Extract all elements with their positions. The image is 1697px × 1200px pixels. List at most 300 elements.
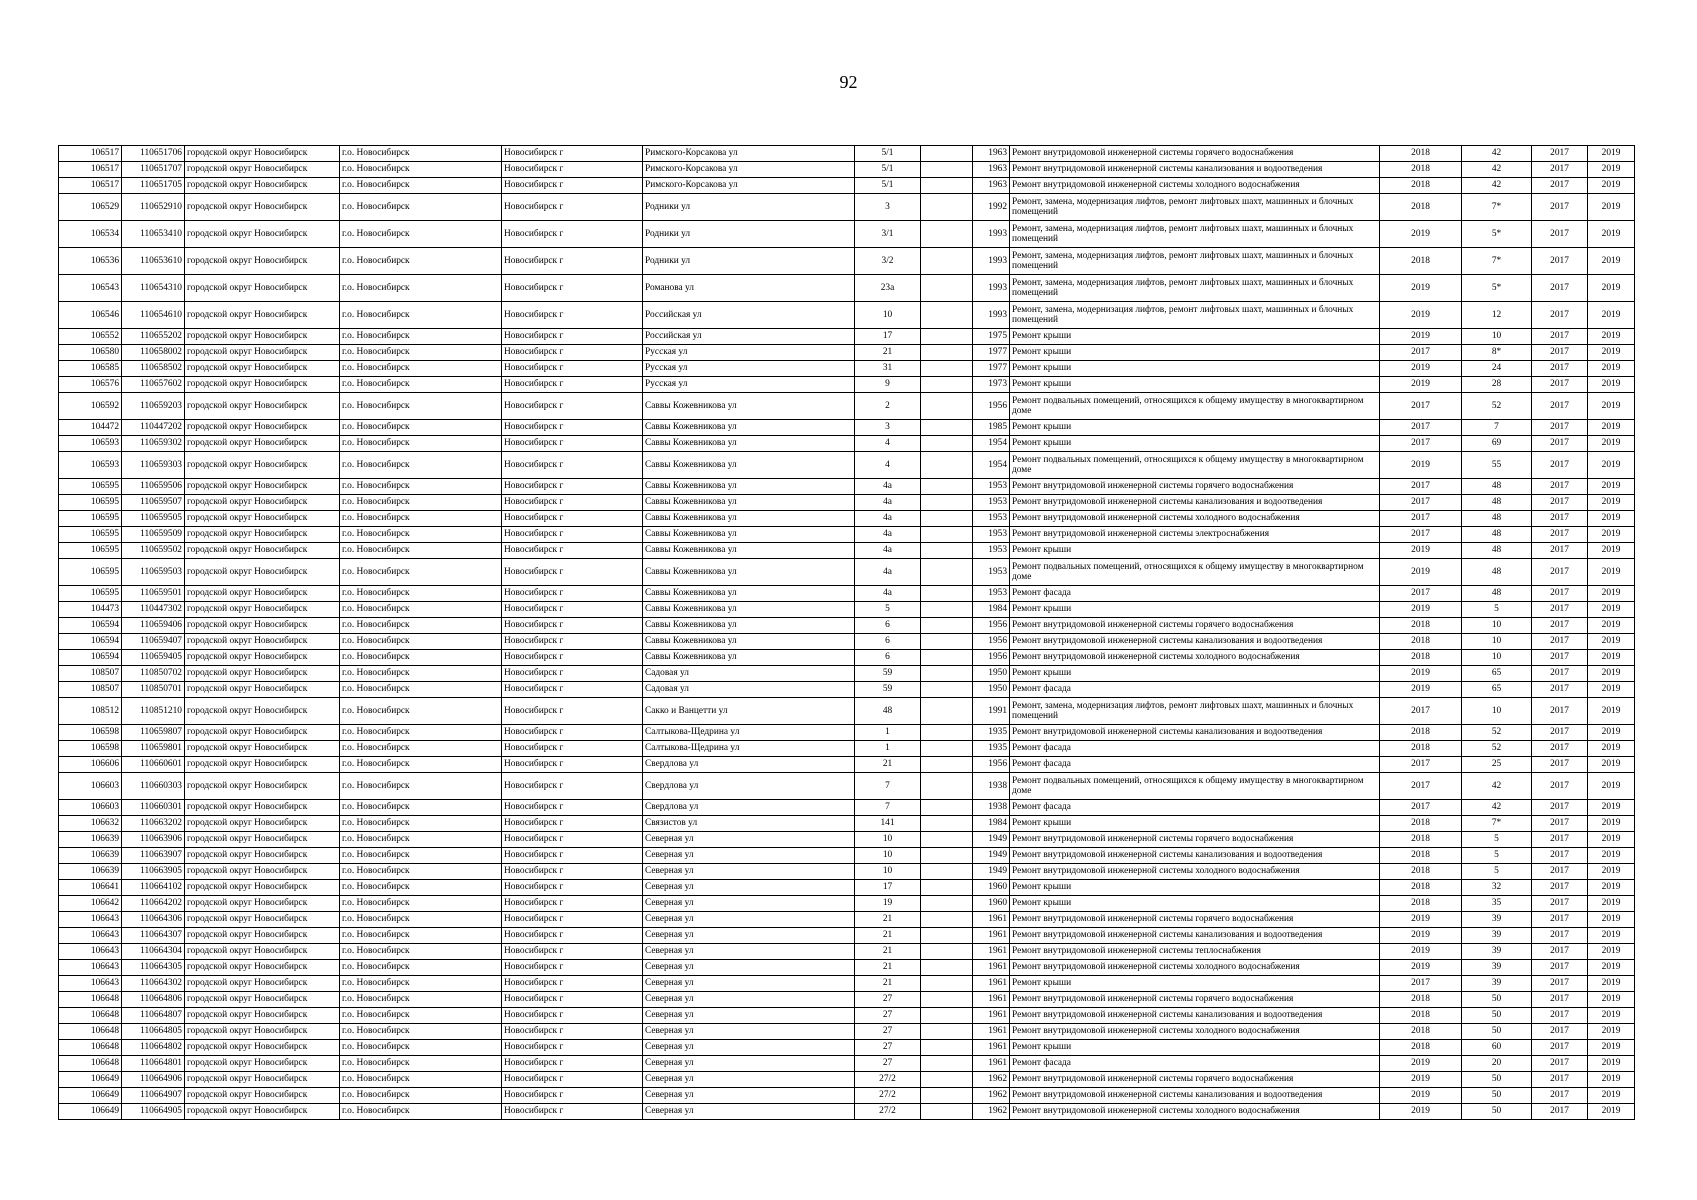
cell-planned-year: 2018 — [1380, 178, 1462, 194]
cell-settlement: Новосибирск г — [502, 928, 643, 944]
cell-settlement: Новосибирск г — [502, 602, 643, 618]
cell-house-id: 106585 — [59, 361, 122, 377]
cell-year-built: 1977 — [973, 361, 1010, 377]
cell-house-number: 27 — [855, 1040, 921, 1056]
cell-planned-year: 2017 — [1380, 800, 1462, 816]
cell-apartments: 48 — [1462, 527, 1532, 543]
cell-urban-district: г.о. Новосибирск — [340, 880, 502, 896]
cell-urban-district: г.о. Новосибирск — [340, 479, 502, 495]
cell-municipality: городской округ Новосибирск — [185, 586, 340, 602]
cell-house-id: 106594 — [59, 634, 122, 650]
cell-municipality: городской округ Новосибирск — [185, 848, 340, 864]
cell-work-type: Ремонт внутридомовой инженерной системы горячего водоснабжения — [1010, 912, 1380, 928]
cell-work-id: 110651707 — [122, 162, 185, 178]
cell-year-built: 1953 — [973, 527, 1010, 543]
cell-street: Русская ул — [643, 377, 855, 393]
cell-urban-district: г.о. Новосибирск — [340, 178, 502, 194]
table-row — [59, 527, 1635, 543]
cell-house-number: 27 — [855, 1008, 921, 1024]
table-row — [59, 361, 1635, 377]
cell-municipality: городской округ Новосибирск — [185, 511, 340, 527]
cell-period-start: 2017 — [1532, 221, 1588, 248]
cell-street: Саввы Кожевникова ул — [643, 634, 855, 650]
cell-year-built: 1961 — [973, 1040, 1010, 1056]
cell-work-id: 110657602 — [122, 377, 185, 393]
cell-period-end: 2019 — [1588, 361, 1635, 377]
cell-settlement: Новосибирск г — [502, 1072, 643, 1088]
cell-house-number: 3 — [855, 420, 921, 436]
table-row — [59, 773, 1635, 800]
cell-street: Саввы Кожевникова ул — [643, 479, 855, 495]
cell-period-end: 2019 — [1588, 880, 1635, 896]
cell-house-number: 6 — [855, 634, 921, 650]
cell-house-number: 21 — [855, 912, 921, 928]
cell-house-number: 59 — [855, 666, 921, 682]
cell-period-start: 2017 — [1532, 543, 1588, 559]
cell-period-end: 2019 — [1588, 393, 1635, 420]
cell-year-built: 1991 — [973, 698, 1010, 725]
cell-apartments: 48 — [1462, 543, 1532, 559]
cell-work-type: Ремонт крыши — [1010, 345, 1380, 361]
cell-period-start: 2017 — [1532, 436, 1588, 452]
cell-planned-year: 2019 — [1380, 944, 1462, 960]
cell-planned-year: 2018 — [1380, 1024, 1462, 1040]
cell-planned-year: 2018 — [1380, 146, 1462, 162]
cell-apartments: 12 — [1462, 302, 1532, 329]
cell-planned-year: 2018 — [1380, 1040, 1462, 1056]
cell-period-end: 2019 — [1588, 1008, 1635, 1024]
cell-apartments: 7* — [1462, 194, 1532, 221]
cell-period-end: 2019 — [1588, 757, 1635, 773]
cell-urban-district: г.о. Новосибирск — [340, 1104, 502, 1120]
cell-house-number: 21 — [855, 976, 921, 992]
cell-house-number: 27 — [855, 1056, 921, 1072]
cell-settlement: Новосибирск г — [502, 816, 643, 832]
cell-urban-district: г.о. Новосибирск — [340, 420, 502, 436]
cell-year-built: 1953 — [973, 495, 1010, 511]
cell-building — [921, 618, 973, 634]
table-row — [59, 221, 1635, 248]
cell-settlement: Новосибирск г — [502, 329, 643, 345]
cell-house-id: 108507 — [59, 666, 122, 682]
table-row — [59, 864, 1635, 880]
cell-work-id: 110664801 — [122, 1056, 185, 1072]
cell-building — [921, 848, 973, 864]
cell-work-id: 110658002 — [122, 345, 185, 361]
cell-year-built: 1950 — [973, 666, 1010, 682]
cell-year-built: 1963 — [973, 178, 1010, 194]
cell-period-end: 2019 — [1588, 741, 1635, 757]
cell-planned-year: 2019 — [1380, 1072, 1462, 1088]
cell-work-id: 110653610 — [122, 248, 185, 275]
cell-municipality: городской округ Новосибирск — [185, 992, 340, 1008]
cell-house-number: 4а — [855, 543, 921, 559]
cell-period-end: 2019 — [1588, 800, 1635, 816]
cell-planned-year: 2018 — [1380, 864, 1462, 880]
cell-apartments: 52 — [1462, 725, 1532, 741]
cell-house-number: 9 — [855, 377, 921, 393]
cell-urban-district: г.о. Новосибирск — [340, 650, 502, 666]
cell-municipality: городской округ Новосибирск — [185, 634, 340, 650]
table-row — [59, 1056, 1635, 1072]
cell-period-end: 2019 — [1588, 1040, 1635, 1056]
cell-settlement: Новосибирск г — [502, 393, 643, 420]
cell-year-built: 1993 — [973, 248, 1010, 275]
cell-house-id: 106648 — [59, 1056, 122, 1072]
table-body — [59, 146, 1635, 1120]
cell-building — [921, 178, 973, 194]
cell-period-start: 2017 — [1532, 1040, 1588, 1056]
cell-building — [921, 361, 973, 377]
cell-municipality: городской округ Новосибирск — [185, 329, 340, 345]
cell-house-id: 106593 — [59, 436, 122, 452]
cell-work-id: 110660303 — [122, 773, 185, 800]
cell-work-id: 110664805 — [122, 1024, 185, 1040]
cell-year-built: 1950 — [973, 682, 1010, 698]
cell-street: Римского-Корсакова ул — [643, 146, 855, 162]
cell-municipality: городской округ Новосибирск — [185, 976, 340, 992]
cell-period-start: 2017 — [1532, 960, 1588, 976]
cell-period-start: 2017 — [1532, 511, 1588, 527]
cell-urban-district: г.о. Новосибирск — [340, 586, 502, 602]
cell-work-id: 110659502 — [122, 543, 185, 559]
table-row — [59, 912, 1635, 928]
cell-street: Северная ул — [643, 1072, 855, 1088]
cell-municipality: городской округ Новосибирск — [185, 1104, 340, 1120]
cell-building — [921, 420, 973, 436]
cell-settlement: Новосибирск г — [502, 162, 643, 178]
table-row — [59, 800, 1635, 816]
cell-planned-year: 2019 — [1380, 361, 1462, 377]
cell-period-end: 2019 — [1588, 221, 1635, 248]
cell-settlement: Новосибирск г — [502, 436, 643, 452]
cell-urban-district: г.о. Новосибирск — [340, 1072, 502, 1088]
cell-street: Русская ул — [643, 361, 855, 377]
cell-work-id: 110447302 — [122, 602, 185, 618]
cell-street: Свердлова ул — [643, 757, 855, 773]
cell-house-number: 141 — [855, 816, 921, 832]
table-row — [59, 1088, 1635, 1104]
cell-urban-district: г.о. Новосибирск — [340, 928, 502, 944]
cell-period-end: 2019 — [1588, 146, 1635, 162]
cell-apartments: 39 — [1462, 960, 1532, 976]
cell-street: Северная ул — [643, 1088, 855, 1104]
cell-settlement: Новосибирск г — [502, 634, 643, 650]
cell-house-number: 1 — [855, 725, 921, 741]
cell-apartments: 39 — [1462, 928, 1532, 944]
cell-planned-year: 2019 — [1380, 1056, 1462, 1072]
cell-apartments: 10 — [1462, 698, 1532, 725]
cell-period-start: 2017 — [1532, 495, 1588, 511]
cell-street: Садовая ул — [643, 682, 855, 698]
cell-planned-year: 2017 — [1380, 393, 1462, 420]
cell-work-type: Ремонт внутридомовой инженерной системы канализования и водоотведения — [1010, 928, 1380, 944]
cell-work-type: Ремонт внутридомовой инженерной системы холодного водоснабжения — [1010, 1104, 1380, 1120]
table-row — [59, 511, 1635, 527]
cell-work-id: 110659506 — [122, 479, 185, 495]
cell-apartments: 10 — [1462, 634, 1532, 650]
cell-period-start: 2017 — [1532, 1088, 1588, 1104]
cell-building — [921, 992, 973, 1008]
cell-settlement: Новосибирск г — [502, 992, 643, 1008]
table-row — [59, 741, 1635, 757]
cell-period-start: 2017 — [1532, 682, 1588, 698]
cell-period-start: 2017 — [1532, 146, 1588, 162]
cell-planned-year: 2019 — [1380, 302, 1462, 329]
cell-street: Салтыкова-Щедрина ул — [643, 725, 855, 741]
cell-work-type: Ремонт внутридомовой инженерной системы горячего водоснабжения — [1010, 618, 1380, 634]
cell-work-type: Ремонт крыши — [1010, 329, 1380, 345]
cell-street: Северная ул — [643, 992, 855, 1008]
cell-work-type: Ремонт подвальных помещений, относящихся к общему имуществу в многоквартирном доме — [1010, 773, 1380, 800]
cell-work-type: Ремонт внутридомовой инженерной системы холодного водоснабжения — [1010, 960, 1380, 976]
cell-street: Северная ул — [643, 944, 855, 960]
cell-apartments: 10 — [1462, 618, 1532, 634]
cell-urban-district: г.о. Новосибирск — [340, 848, 502, 864]
cell-urban-district: г.о. Новосибирск — [340, 221, 502, 248]
cell-house-number: 5 — [855, 602, 921, 618]
cell-urban-district: г.о. Новосибирск — [340, 816, 502, 832]
cell-work-type: Ремонт внутридомовой инженерной системы холодного водоснабжения — [1010, 1024, 1380, 1040]
cell-urban-district: г.о. Новосибирск — [340, 302, 502, 329]
cell-apartments: 50 — [1462, 992, 1532, 1008]
cell-planned-year: 2019 — [1380, 602, 1462, 618]
cell-settlement: Новосибирск г — [502, 1040, 643, 1056]
cell-planned-year: 2018 — [1380, 162, 1462, 178]
cell-building — [921, 146, 973, 162]
cell-work-id: 110664304 — [122, 944, 185, 960]
cell-house-id: 106595 — [59, 495, 122, 511]
cell-period-end: 2019 — [1588, 992, 1635, 1008]
cell-street: Северная ул — [643, 896, 855, 912]
cell-building — [921, 698, 973, 725]
cell-work-type: Ремонт внутридомовой инженерной системы канализования и водоотведения — [1010, 725, 1380, 741]
cell-municipality: городской округ Новосибирск — [185, 912, 340, 928]
cell-house-id: 106595 — [59, 586, 122, 602]
cell-street: Саввы Кожевникова ул — [643, 452, 855, 479]
cell-period-start: 2017 — [1532, 302, 1588, 329]
cell-work-id: 110663905 — [122, 864, 185, 880]
cell-planned-year: 2019 — [1380, 1088, 1462, 1104]
cell-apartments: 5 — [1462, 864, 1532, 880]
cell-planned-year: 2018 — [1380, 816, 1462, 832]
cell-period-start: 2017 — [1532, 757, 1588, 773]
cell-house-id: 106648 — [59, 1008, 122, 1024]
cell-work-id: 110654310 — [122, 275, 185, 302]
cell-street: Северная ул — [643, 1056, 855, 1072]
table-row — [59, 848, 1635, 864]
cell-year-built: 1953 — [973, 479, 1010, 495]
cell-building — [921, 479, 973, 495]
cell-work-id: 110659505 — [122, 511, 185, 527]
cell-work-id: 110659406 — [122, 618, 185, 634]
cell-period-start: 2017 — [1532, 928, 1588, 944]
cell-apartments: 48 — [1462, 479, 1532, 495]
cell-urban-district: г.о. Новосибирск — [340, 757, 502, 773]
cell-settlement: Новосибирск г — [502, 479, 643, 495]
cell-planned-year: 2017 — [1380, 436, 1462, 452]
table-row — [59, 618, 1635, 634]
cell-apartments: 10 — [1462, 329, 1532, 345]
cell-work-type: Ремонт фасада — [1010, 1056, 1380, 1072]
table-row — [59, 1040, 1635, 1056]
cell-urban-district: г.о. Новосибирск — [340, 992, 502, 1008]
cell-building — [921, 960, 973, 976]
cell-year-built: 1954 — [973, 436, 1010, 452]
table-row — [59, 495, 1635, 511]
cell-planned-year: 2019 — [1380, 928, 1462, 944]
cell-municipality: городской округ Новосибирск — [185, 221, 340, 248]
cell-year-built: 1949 — [973, 832, 1010, 848]
cell-street: Садовая ул — [643, 666, 855, 682]
cell-street: Саввы Кожевникова ул — [643, 602, 855, 618]
cell-work-id: 110659203 — [122, 393, 185, 420]
cell-building — [921, 329, 973, 345]
cell-settlement: Новосибирск г — [502, 666, 643, 682]
table-row — [59, 586, 1635, 602]
cell-house-number: 4 — [855, 436, 921, 452]
cell-year-built: 1954 — [973, 452, 1010, 479]
cell-house-id: 106643 — [59, 912, 122, 928]
table-row — [59, 1072, 1635, 1088]
cell-municipality: городской округ Новосибирск — [185, 479, 340, 495]
cell-work-type: Ремонт фасада — [1010, 800, 1380, 816]
cell-house-id: 106649 — [59, 1104, 122, 1120]
cell-municipality: городской округ Новосибирск — [185, 178, 340, 194]
table-row — [59, 650, 1635, 666]
table-row — [59, 420, 1635, 436]
table-row — [59, 698, 1635, 725]
cell-work-id: 110659503 — [122, 559, 185, 586]
cell-municipality: городской округ Новосибирск — [185, 618, 340, 634]
cell-house-number: 59 — [855, 682, 921, 698]
cell-municipality: городской округ Новосибирск — [185, 682, 340, 698]
cell-period-end: 2019 — [1588, 178, 1635, 194]
cell-period-start: 2017 — [1532, 741, 1588, 757]
cell-house-number: 17 — [855, 329, 921, 345]
cell-house-number: 23а — [855, 275, 921, 302]
cell-year-built: 1953 — [973, 586, 1010, 602]
cell-settlement: Новосибирск г — [502, 452, 643, 479]
table-row — [59, 944, 1635, 960]
cell-apartments: 52 — [1462, 393, 1532, 420]
table-row — [59, 345, 1635, 361]
cell-work-type: Ремонт, замена, модернизация лифтов, ремонт лифтовых шахт, машинных и блочных помещений — [1010, 275, 1380, 302]
cell-work-id: 110664906 — [122, 1072, 185, 1088]
cell-house-id: 106543 — [59, 275, 122, 302]
cell-settlement: Новосибирск г — [502, 800, 643, 816]
cell-house-number: 4 — [855, 452, 921, 479]
cell-settlement: Новосибирск г — [502, 194, 643, 221]
cell-apartments: 10 — [1462, 650, 1532, 666]
cell-work-id: 110659501 — [122, 586, 185, 602]
cell-apartments: 28 — [1462, 377, 1532, 393]
table-row — [59, 393, 1635, 420]
cell-house-number: 4а — [855, 527, 921, 543]
cell-year-built: 1938 — [973, 773, 1010, 800]
cell-house-id: 106593 — [59, 452, 122, 479]
cell-municipality: городской округ Новосибирск — [185, 944, 340, 960]
cell-period-end: 2019 — [1588, 1104, 1635, 1120]
cell-period-end: 2019 — [1588, 345, 1635, 361]
cell-year-built: 1935 — [973, 741, 1010, 757]
cell-house-id: 108512 — [59, 698, 122, 725]
cell-year-built: 1935 — [973, 725, 1010, 741]
cell-planned-year: 2019 — [1380, 682, 1462, 698]
cell-building — [921, 527, 973, 543]
cell-building — [921, 162, 973, 178]
cell-period-start: 2017 — [1532, 666, 1588, 682]
cell-urban-district: г.о. Новосибирск — [340, 162, 502, 178]
cell-municipality: городской округ Новосибирск — [185, 832, 340, 848]
cell-planned-year: 2018 — [1380, 650, 1462, 666]
cell-period-end: 2019 — [1588, 248, 1635, 275]
cell-period-start: 2017 — [1532, 393, 1588, 420]
cell-year-built: 1961 — [973, 944, 1010, 960]
cell-period-start: 2017 — [1532, 800, 1588, 816]
cell-house-id: 106639 — [59, 864, 122, 880]
cell-settlement: Новосибирск г — [502, 1056, 643, 1072]
cell-building — [921, 452, 973, 479]
cell-period-start: 2017 — [1532, 976, 1588, 992]
cell-work-id: 110664202 — [122, 896, 185, 912]
cell-house-id: 106529 — [59, 194, 122, 221]
cell-apartments: 7 — [1462, 420, 1532, 436]
cell-settlement: Новосибирск г — [502, 864, 643, 880]
cell-planned-year: 2018 — [1380, 618, 1462, 634]
table-row — [59, 960, 1635, 976]
cell-urban-district: г.о. Новосибирск — [340, 452, 502, 479]
cell-urban-district: г.о. Новосибирск — [340, 618, 502, 634]
cell-house-number: 5/1 — [855, 162, 921, 178]
cell-building — [921, 896, 973, 912]
cell-house-id: 106517 — [59, 162, 122, 178]
cell-year-built: 1961 — [973, 1008, 1010, 1024]
cell-period-start: 2017 — [1532, 816, 1588, 832]
cell-period-start: 2017 — [1532, 864, 1588, 880]
cell-settlement: Новосибирск г — [502, 912, 643, 928]
cell-building — [921, 725, 973, 741]
cell-apartments: 42 — [1462, 146, 1532, 162]
cell-house-id: 106594 — [59, 618, 122, 634]
cell-work-type: Ремонт внутридомовой инженерной системы канализования и водоотведения — [1010, 848, 1380, 864]
cell-work-type: Ремонт подвальных помещений, относящихся к общему имуществу в многоквартирном доме — [1010, 452, 1380, 479]
cell-work-type: Ремонт крыши — [1010, 896, 1380, 912]
cell-period-end: 2019 — [1588, 559, 1635, 586]
cell-work-id: 110659807 — [122, 725, 185, 741]
cell-municipality: городской округ Новосибирск — [185, 146, 340, 162]
table-row — [59, 329, 1635, 345]
cell-building — [921, 1056, 973, 1072]
cell-work-type: Ремонт внутридомовой инженерной системы канализования и водоотведения — [1010, 1088, 1380, 1104]
cell-municipality: городской округ Новосибирск — [185, 800, 340, 816]
cell-house-number: 21 — [855, 928, 921, 944]
cell-year-built: 1993 — [973, 302, 1010, 329]
cell-work-type: Ремонт крыши — [1010, 377, 1380, 393]
cell-apartments: 24 — [1462, 361, 1532, 377]
cell-apartments: 52 — [1462, 741, 1532, 757]
cell-house-id: 106603 — [59, 800, 122, 816]
cell-settlement: Новосибирск г — [502, 275, 643, 302]
cell-period-end: 2019 — [1588, 832, 1635, 848]
cell-settlement: Новосибирск г — [502, 880, 643, 896]
cell-work-id: 110664302 — [122, 976, 185, 992]
cell-period-end: 2019 — [1588, 162, 1635, 178]
cell-building — [921, 221, 973, 248]
cell-period-end: 2019 — [1588, 773, 1635, 800]
cell-work-type: Ремонт внутридомовой инженерной системы горячего водоснабжения — [1010, 479, 1380, 495]
cell-apartments: 50 — [1462, 1104, 1532, 1120]
